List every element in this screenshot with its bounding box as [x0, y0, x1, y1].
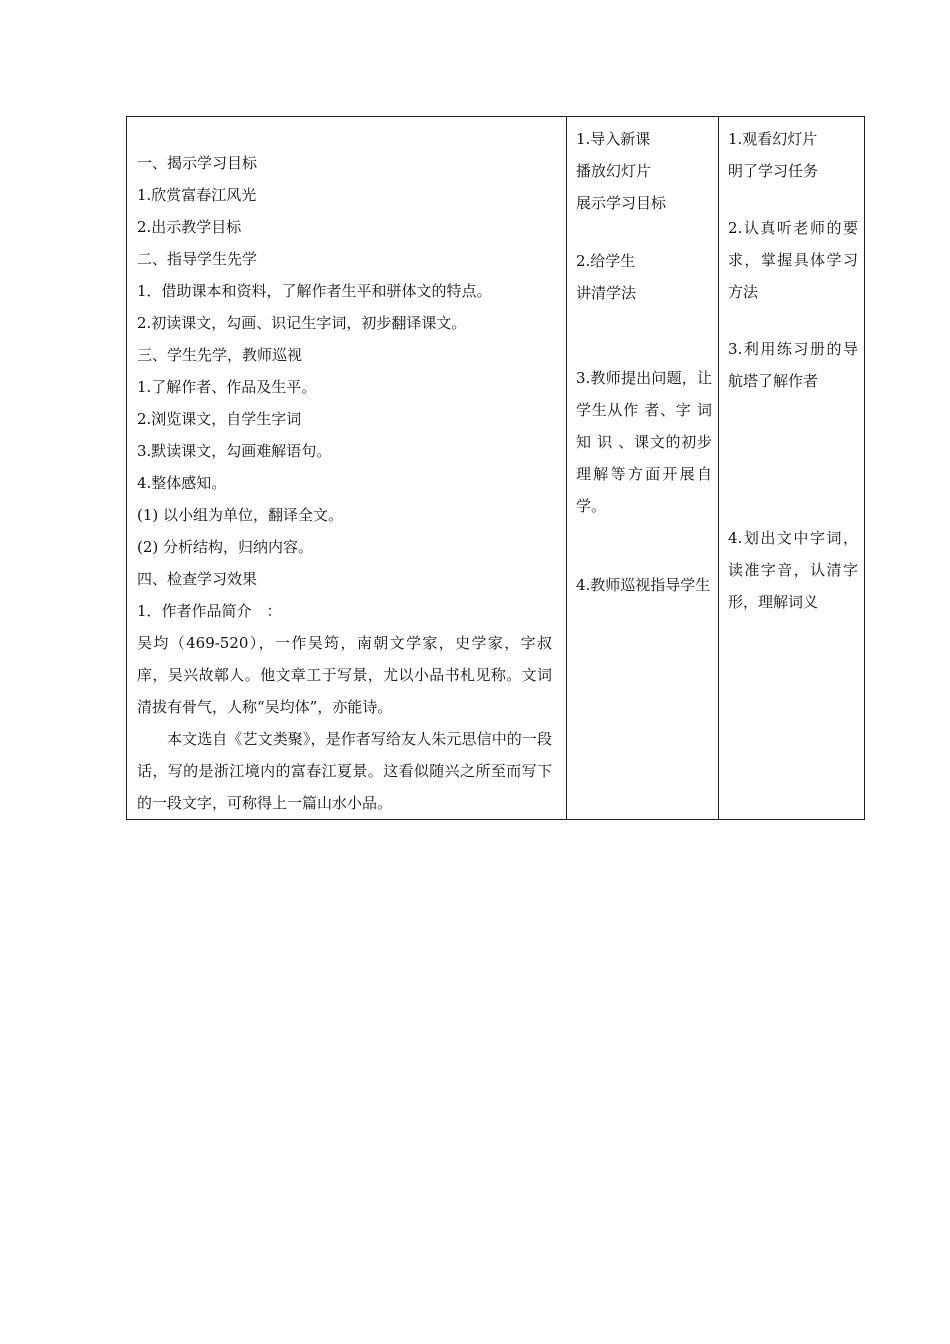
content-line: 1．作者作品简介 ：: [137, 602, 282, 620]
content-line: 1.欣赏富春江风光: [137, 186, 257, 204]
content-line: (2) 分析结构，归纳内容。: [137, 538, 314, 556]
student-step-line: 明了学习任务: [728, 162, 819, 180]
content-line: 1.了解作者、作品及生平。: [137, 378, 317, 396]
table-row: [127, 117, 865, 820]
content-line: 1．借助课本和资料，了解作者生平和骈体文的特点。: [137, 282, 492, 300]
teacher-step-line: 1.导入新课: [576, 130, 651, 148]
content-line: 2.初读课文，勾画、识记生字词，初步翻译课文。: [137, 314, 467, 332]
student-step-block: 2.认真听老师的要求，掌握具体学习方法: [728, 219, 858, 301]
content-line: 三、学生先学，教师巡视: [137, 346, 303, 364]
content-line: 2.浏览课文，自学生字词: [137, 410, 302, 428]
content-line: 2.出示教学目标: [137, 218, 242, 236]
lesson-plan-table: [126, 116, 865, 820]
student-step-block: 4.划出文中字词，读准字音，认清字形，理解词义: [728, 529, 858, 611]
content-line: 4.整体感知。: [137, 474, 227, 492]
student-step-block: 3.利用练习册的导航塔了解作者: [728, 340, 858, 390]
teacher-step-line: 讲清学法: [576, 284, 637, 302]
teacher-step-block: 4.教师巡视指导学生: [576, 576, 711, 594]
content-line: 二、指导学生先学: [137, 250, 258, 268]
content-line: 四、检查学习效果: [137, 570, 258, 588]
student-step-line: 1.观看幻灯片: [728, 130, 818, 148]
content-line: 一、揭示学习目标: [137, 154, 258, 172]
teacher-step-block: 3.教师提出问题，让学生从作 者、字 词 知 识 、课文的初步理解等方面开展自学。: [576, 369, 712, 515]
teacher-activity-cell: [567, 117, 719, 820]
teaching-content-cell: [127, 117, 567, 820]
teacher-step-line: 展示学习目标: [576, 194, 667, 212]
content-line: 3.默读课文，勾画难解语句。: [137, 442, 332, 460]
student-activity-cell: [719, 117, 865, 820]
author-intro-paragraph: 吴均（469-520），一作吴筠，南朝文学家，史学家，字叔 庠，吴兴故鄣人。他文章工于写景，尤以小品书札见称。文词清拔有骨气，人称“吴均体”，亦能诗。: [137, 634, 552, 716]
teacher-step-line: 播放幻灯片: [576, 162, 652, 180]
text-source-paragraph: 本文选自《艺文类聚》，是作者写给友人朱元思信中的一段话，写的是浙江境内的富春江夏景。这看似随兴之所至而写下的一段文字，可称得上一篇山水小品。: [137, 730, 552, 812]
teacher-step-line: 2.给学生: [576, 252, 636, 270]
content-line: (1) 以小组为单位，翻译全文。: [137, 506, 344, 524]
